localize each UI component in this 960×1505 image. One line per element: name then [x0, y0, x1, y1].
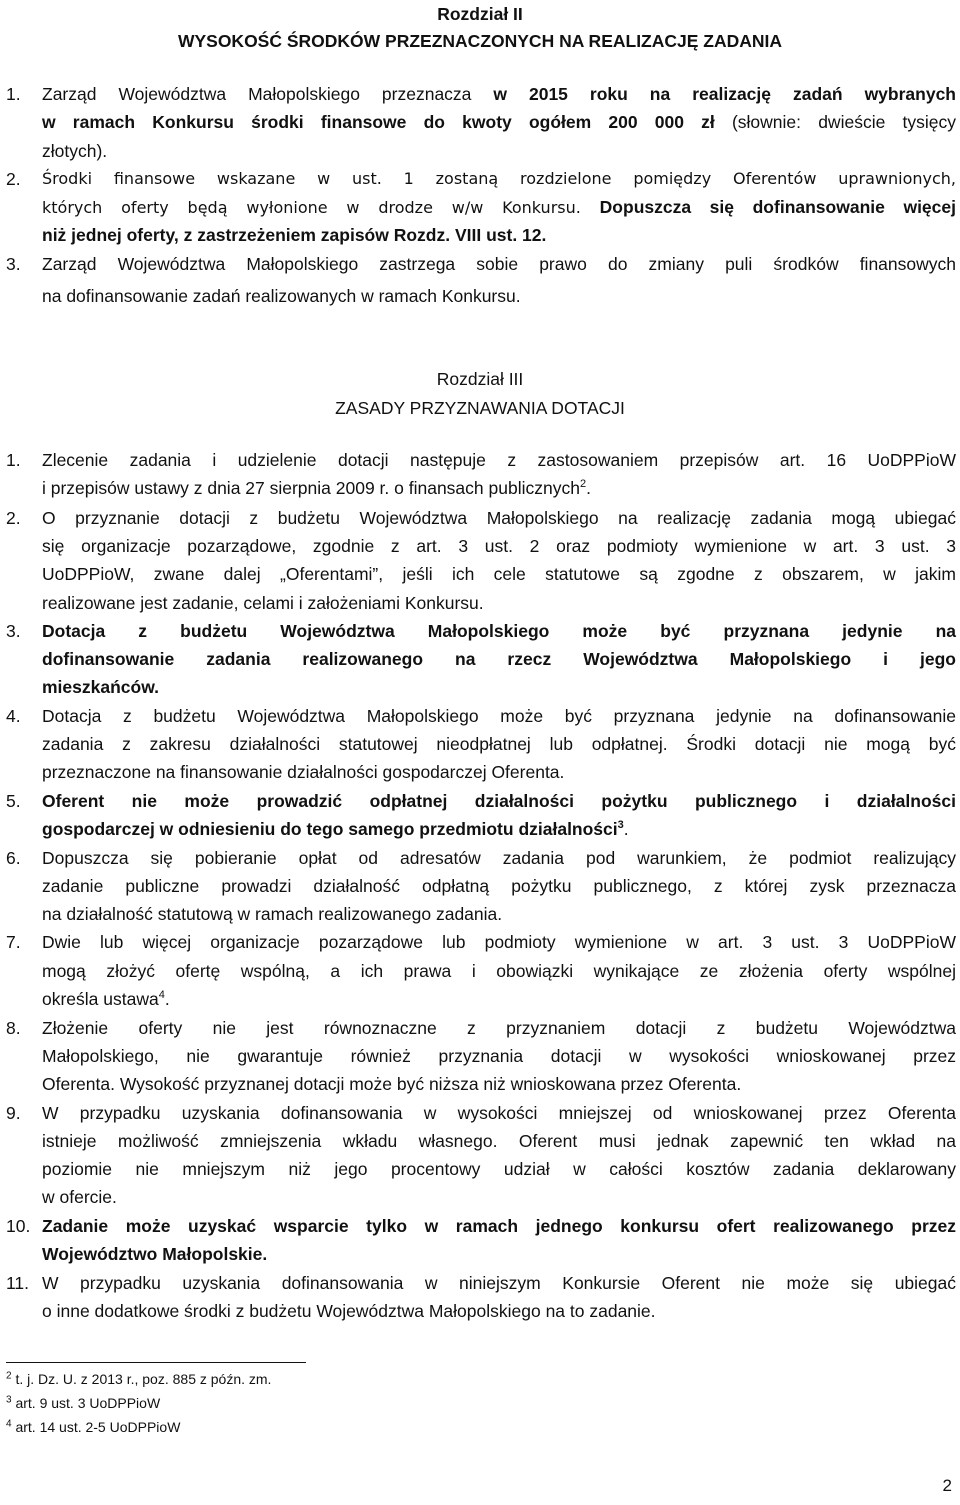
document-page: Rozdział II WYSOKOŚĆ ŚRODKÓW PRZEZNACZONYCH NA REALIZACJĘ ZADANIA 1. Zarząd Województwa Małopolskiego przeznacza w 2015 roku na realizację zadań wybranych w ramach Konkursu środki finansowe do kwoty ogółem 200 000 zł (słownie: dwieście tysięcy złotych). 2. Środki finansowe wskazane w ust. 1 zostaną rozdzielone pomiędzy Oferentów uprawnionych, których oferty będą wyłonione w drodze w/w Konkursu. Dopuszcza się dofinansowanie więcej niż jednej oferty, z zastrzeżeniem zapisów Rozdz. VIII ust. 12. 3. Zarząd Województwa Małopolskiego zastrzega sobie prawo do zmiany puli środków finansowych na dofinansowanie zadań realizowanych w ramach Konkursu. Rozdział III ZASADY PRZYZNAWANIA DOTACJI 1. Zlecenie zadania i udzielenie dotacji następuje z zastosowaniem przepisów art. 16 UoDPPioW i przepisów ustawy z dnia 27 sierpnia 2009 r. o finansach publicznych$^2$. 2. O przyznanie dotacji z budżetu Województwa Małopolskiego na realizację zadania mogą ubiegać się organizacje pozarządowe, zgodnie z art. 3 ust. 2 oraz podmioty wymienione w art. 3 ust. 3 UoDPPioW, zwane dalej „Oferentami”, jeśli ich cele statutowe są zgodne z obszarem, w jakim realizowane jest zadanie, celami i założeniami Konkursu. 3. Dotacja z budżetu Województwa Małopolskiego może być przyznana jedynie na dofinansowanie zadania realizowanego na rzecz Województwa Małopolskiego i jego mieszkańców. 4. Dotacja z budżetu Województwa Małopolskiego może być przyznana jedynie na dofinansowanie zadania z zakresu działalności statutowej nieodpłatnej lub odpłatnej. Środki dotacji nie mogą być przeznaczone na finansowanie działalności gospodarczej Oferenta. 5. Oferent nie może prowadzić odpłatnej działalności pożytku publicznego i działalności gospodarczej w odniesieniu do tego samego przedmiotu działalności$^3$. 6. Dopuszcza się pobieranie opłat od adresatów zadania pod warunkiem, że podmiot realizujący zadanie publiczne prowadzi działalność odpłatną pożytku publicznego, z której zysk przeznacza na działalność statutową w ramach realizowanego zadania. 7. Dwie lub więcej organizacje pozarządowe lub podmioty wymienione w art. 3 ust. 3 UoDPPioW mogą złożyć ofertę wspólną, a ich prawa i obowiązki wynikające ze złożenia oferty wspólnej określa ustawa$^4$. 8. Złożenie oferty nie jest równoznaczne z przyznaniem dotacji z budżetu Województwa Małopolskiego, nie gwarantuje również przyznania dotacji w wysokości wnioskowanej przez Oferenta. Wysokość przyznanej dotacji może być niższa niż wnioskowana przez Oferenta. 9. W przypadku uzyskania dofinansowania w wysokości mniejszej od wnioskowanej przez Oferenta istnieje możliwość zmniejszenia wkładu własnego. Oferent musi jednak zapewnić ten wkład na poziomie nie mniejszym niż jego procentowy udział w całości kosztów zadania deklarowany w ofercie. 10. Zadanie może uzyskać wsparcie tylko w ramach jednego konkursu ofert realizowanego przez Województwo Małopolskie. 11. W przypadku uzyskania dofinansowania w niniejszym Konkursie Oferent nie może się ubiegać o inne dodatkowe środki z budżetu Województwa Małopolskiego na to zadanie. $^2$ t. j. Dz. U. z 2013 r., poz. 885 z późn. zm. $^3$ art. 9 ust. 3 UoDPPioW $^4$ art. 14 ust. 2-5 UoDPPioW 2 — [0, 0, 960, 1505]
chapter-2-title: Rozdział II — [437, 4, 523, 24]
chapter-3-title: Rozdział III — [436, 369, 524, 389]
chapter-3-subtitle: ZASADY PRZYZNAWANIA DOTACJI — [335, 398, 625, 418]
footnote-2: $^2$ t. j. Dz. U. z 2013 r., poz. 885 z późn. zm. — [6, 1370, 272, 1387]
footnote-separator — [6, 1362, 306, 1363]
footnote-3: $^3$ art. 9 ust. 3 UoDPPioW — [6, 1394, 161, 1411]
page-number: 2 — [942, 1476, 952, 1495]
footnote-4: $^4$ art. 14 ust. 2-5 UoDPPioW — [6, 1418, 181, 1435]
chapter-2-subtitle: WYSOKOŚĆ ŚRODKÓW PRZEZNACZONYCH NA REALIZACJĘ ZADANIA — [177, 31, 783, 51]
